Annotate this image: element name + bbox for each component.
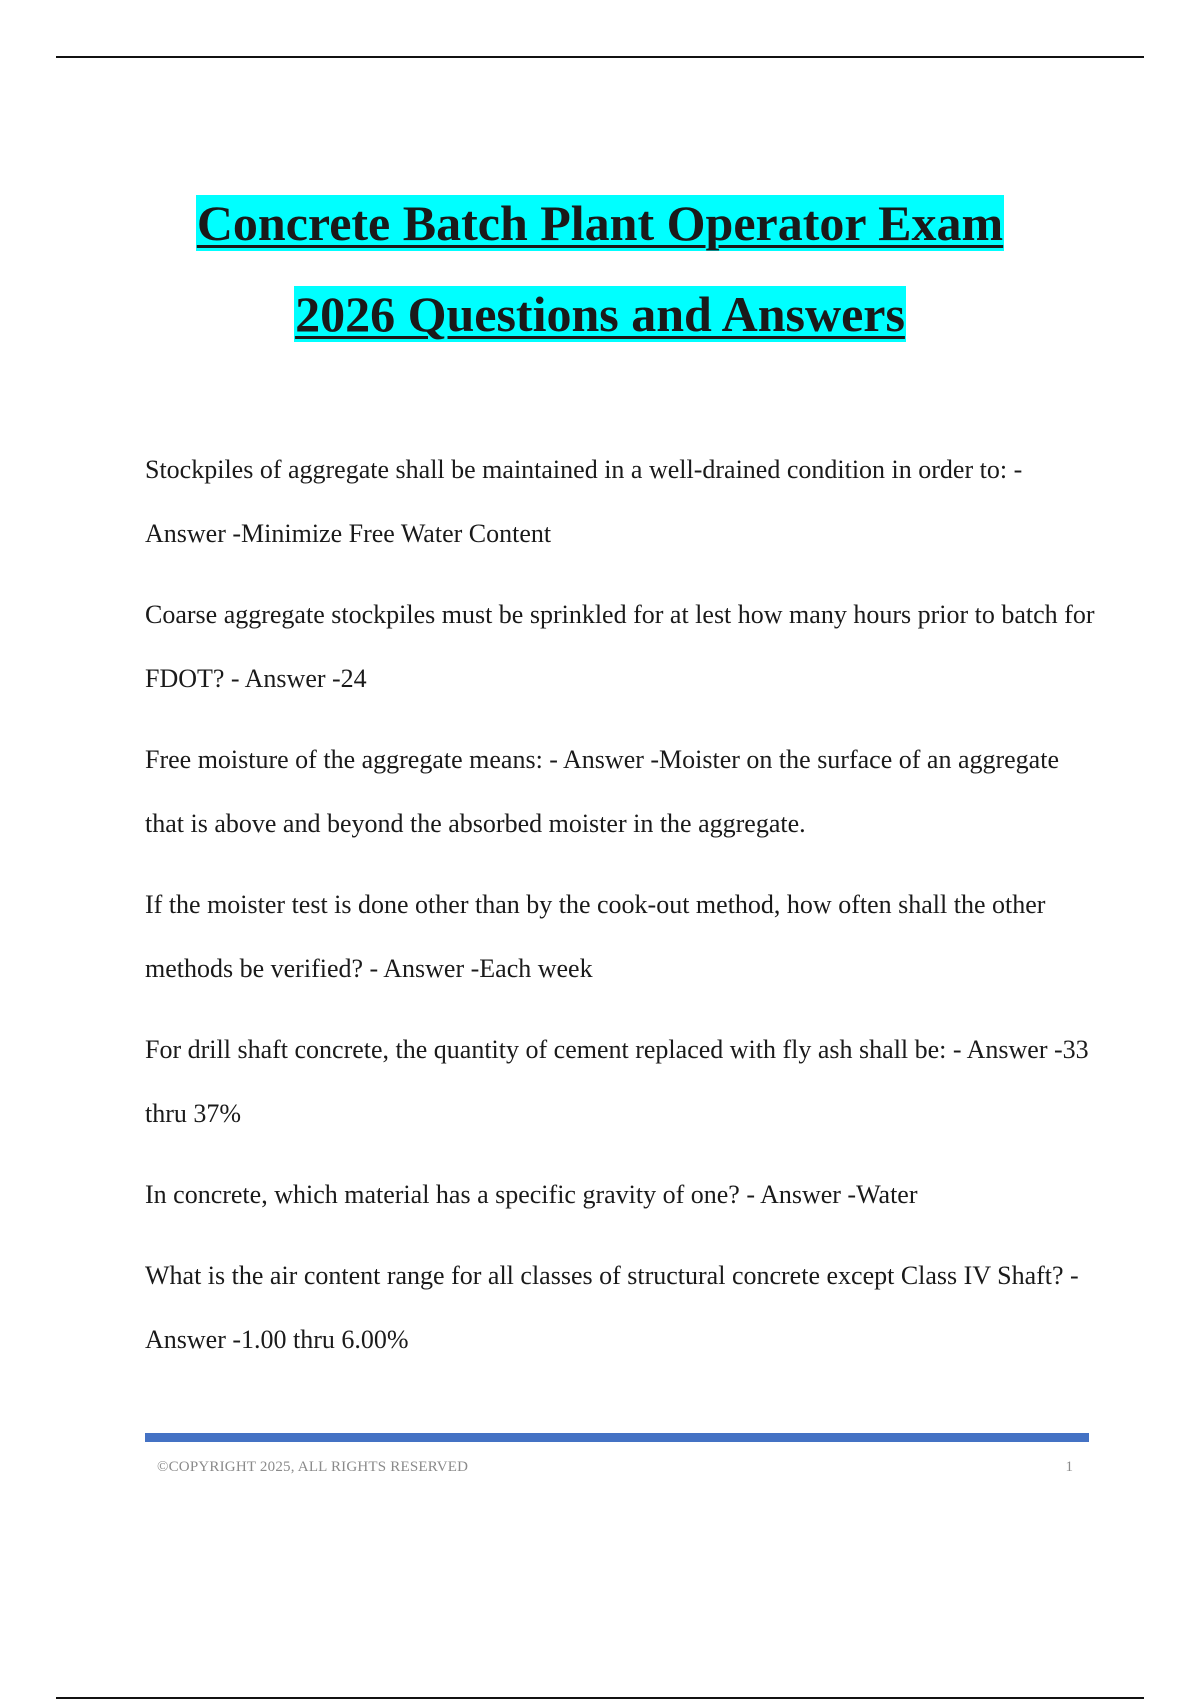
qa-item: In concrete, which material has a specific gravity of one? - Answer -Water — [145, 1180, 918, 1209]
page-number: 1 — [1065, 1459, 1073, 1475]
qa-item: If the moister test is done other than by the cook-out method, how often shall the other methods be verified? - Answer -Each week — [145, 890, 1046, 983]
bottom-rule — [56, 1697, 1144, 1699]
qa-item: Free moisture of the aggregate means: - Answer -Moister on the surface of an aggregate that is above and beyond the absorbed moister in the aggregate. — [145, 745, 1059, 838]
top-rule — [56, 56, 1144, 58]
qa-item: For drill shaft concrete, the quantity of cement replaced with fly ash shall be: - Answer -33 thru 37% — [145, 1035, 1089, 1128]
footer-copyright: ©COPYRIGHT 2025, ALL RIGHTS RESERVED — [157, 1459, 469, 1475]
title-line-2: 2026 Questions and Answers — [295, 286, 905, 342]
document-title — [0, 178, 1200, 360]
qa-list — [145, 438, 1095, 1389]
qa-item: Coarse aggregate stockpiles must be sprinkled for at lest how many hours prior to batch for FDOT? - Answer -24 — [145, 600, 1095, 693]
qa-item: What is the air content range for all classes of structural concrete except Class IV Shaft? - Answer -1.00 thru 6.00% — [145, 1261, 1079, 1354]
title-line-1: Concrete Batch Plant Operator Exam — [196, 195, 1004, 251]
footer-bar — [145, 1433, 1089, 1442]
qa-item: Stockpiles of aggregate shall be maintained in a well-drained condition in order to: - Answer -Minimize Free Water Content — [145, 455, 1023, 548]
